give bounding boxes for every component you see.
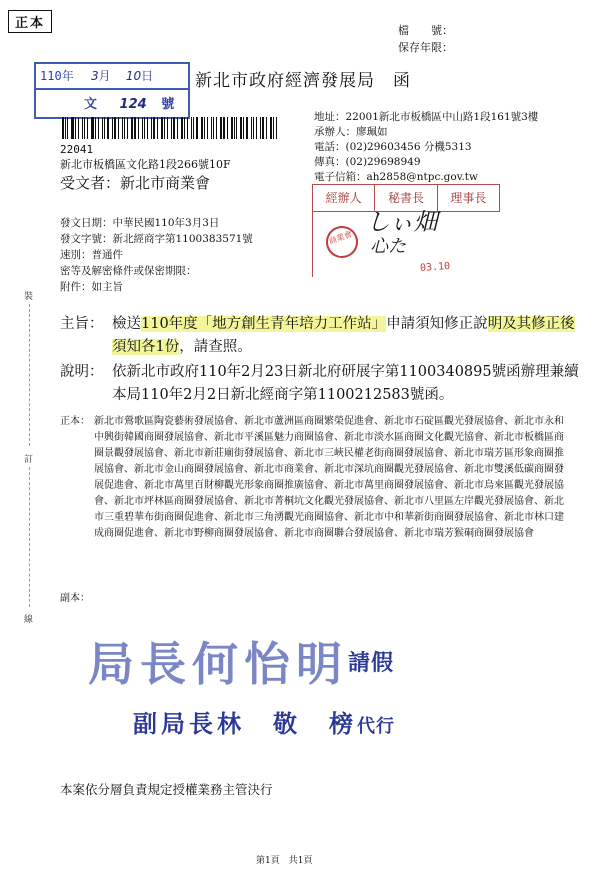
retention-label: 保存年限：	[398, 41, 453, 54]
speed: 速別：普通件	[60, 249, 123, 261]
deputy-name: 副局長林 敬 榜	[133, 709, 357, 738]
subject-label: 主旨：	[60, 316, 104, 332]
routing-handler: 經辦人	[313, 185, 375, 211]
agency-address: 地址：22001新北市板橋區中山路1段161號3樓	[314, 111, 539, 123]
director-seal	[88, 636, 394, 692]
document-meta	[60, 215, 253, 295]
contact-block	[314, 110, 538, 185]
binding-mark-2: 訂	[24, 455, 34, 465]
binding-mark-1: 裝	[24, 292, 34, 302]
stamp-doc-label: 文	[84, 97, 98, 112]
stamp-month-unit: 月	[98, 69, 111, 83]
barcode	[62, 117, 280, 139]
issuing-agency: 新北市政府經濟發展局 函	[195, 71, 411, 91]
subject-part-3: ，請查照。	[179, 339, 252, 355]
authorization-note: 本案依分層負責規定授權業務主管決行	[60, 782, 273, 797]
stamp-month: 3	[90, 69, 99, 83]
copies-list	[60, 414, 570, 542]
issue-date: 發文日期：中華民國110年3月3日	[60, 217, 220, 229]
binding-line-2	[29, 467, 30, 607]
duplicate-copies-label: 副本：	[60, 593, 90, 604]
subject-part-2: 申請須知修正說	[386, 316, 488, 332]
description	[60, 361, 580, 407]
doc-number: 發文字號：新北經商字第1100383571號	[60, 233, 253, 245]
subject-highlight-2: 明及其修正後須知各1份	[112, 316, 575, 355]
stamp-year-unit: 年	[61, 69, 74, 83]
handwritten-signature: しぃ畑	[366, 208, 438, 236]
secrecy: 密等及解密條件或保密期限：	[60, 265, 197, 277]
recipient-address: 新北市板橋區文化路1段266號10F	[60, 158, 231, 171]
red-seal: 商業會	[321, 221, 362, 262]
file-info	[398, 22, 453, 56]
deputy-seal	[133, 704, 395, 739]
description-label: 說明：	[60, 364, 104, 380]
deputy-acting: 代行	[357, 716, 395, 737]
copies-label: 正本：	[60, 416, 90, 427]
attachment: 附件：如主旨	[60, 281, 123, 293]
phone: 電話：(02)29603456 分機5313	[314, 141, 472, 153]
subject-part-1: 檢送	[112, 316, 141, 332]
file-number-label: 檔 號：	[398, 24, 453, 37]
page-number: 第1頁 共1頁	[256, 856, 313, 866]
date-stamp: 03.10	[419, 260, 451, 275]
subject-highlight-1: 110年度「地方創生青年培力工作站」	[141, 316, 387, 332]
routing-chairman: 理事長	[450, 191, 487, 205]
subject-text	[112, 313, 580, 359]
stamp-day: 10	[125, 69, 142, 83]
email: 電子信箱：ah2858@ntpc.gov.tw	[314, 171, 478, 183]
received-stamp	[34, 62, 190, 119]
handler: 承辦人：廖珮如	[314, 126, 388, 138]
copies-text: 新北市鶯歌區陶瓷藝術發展協會、新北市蘆洲區商圈繁榮促進會、新北市石碇區觀光發展協會、新北市永和中興街韓國商圈發展協會、新北市平溪區魅力商圈協會、新北市淡水區商圈文化觀光協會、新北市板橋區商圈景觀發展協會、新北市新莊廟街發展協會、新北市三峽民權老街商圈發展協會、新北市瑞芳區形象商圈推展協會、新北市金山商圈發展協會、新北市商業會、新北市深坑商圈觀光發展協會、新北市雙溪低碳商圈發展促進會、新北市萬里百財柳觀光形象商圈推廣協會、新北市萬里商圈發展協會、新北市烏來區觀光發展協會、新北市坪林區商圈發展協會、新北市菁桐坑文化觀光發展協會、新北市八里區左岸觀光發展協會、新北市三重碧華布街商圈促進會、新北市三角湧觀光商圈協會、新北市中和華新街商圈發展協會、新北市林口建成商圈促進會、新北市野柳商圈發展協會、新北市商圈聯合發展協會、新北市瑞芳猴硐商圈發展協會	[94, 416, 564, 539]
director-name: 局長何怡明	[88, 637, 348, 691]
stamp-year: 110	[40, 69, 62, 83]
original-copy-box: 正本	[8, 10, 52, 33]
handwritten-signature-2: 心た	[370, 236, 406, 257]
stamp-number: 124	[119, 97, 147, 112]
description-text: 依新北市政府110年2月23日新北府研展字第1100340895號函辦理兼續本局110年2月2日新北經商字第1100212583號函。	[112, 364, 579, 403]
routing-secretary: 秘書長	[375, 185, 437, 211]
received-number	[42, 93, 174, 112]
binding-mark-3: 線	[24, 615, 34, 625]
subject	[60, 313, 580, 359]
fax: 傳真：(02)29698949	[314, 156, 421, 168]
director-leave: 請假	[348, 651, 395, 676]
stamp-day-unit: 日	[141, 69, 154, 83]
stamp-number-unit: 號	[161, 97, 175, 112]
recipient: 受文者：新北市商業會	[60, 174, 211, 192]
binding-line-1	[29, 304, 30, 446]
received-date	[40, 67, 153, 84]
recipient-zip: 22041	[60, 143, 94, 156]
